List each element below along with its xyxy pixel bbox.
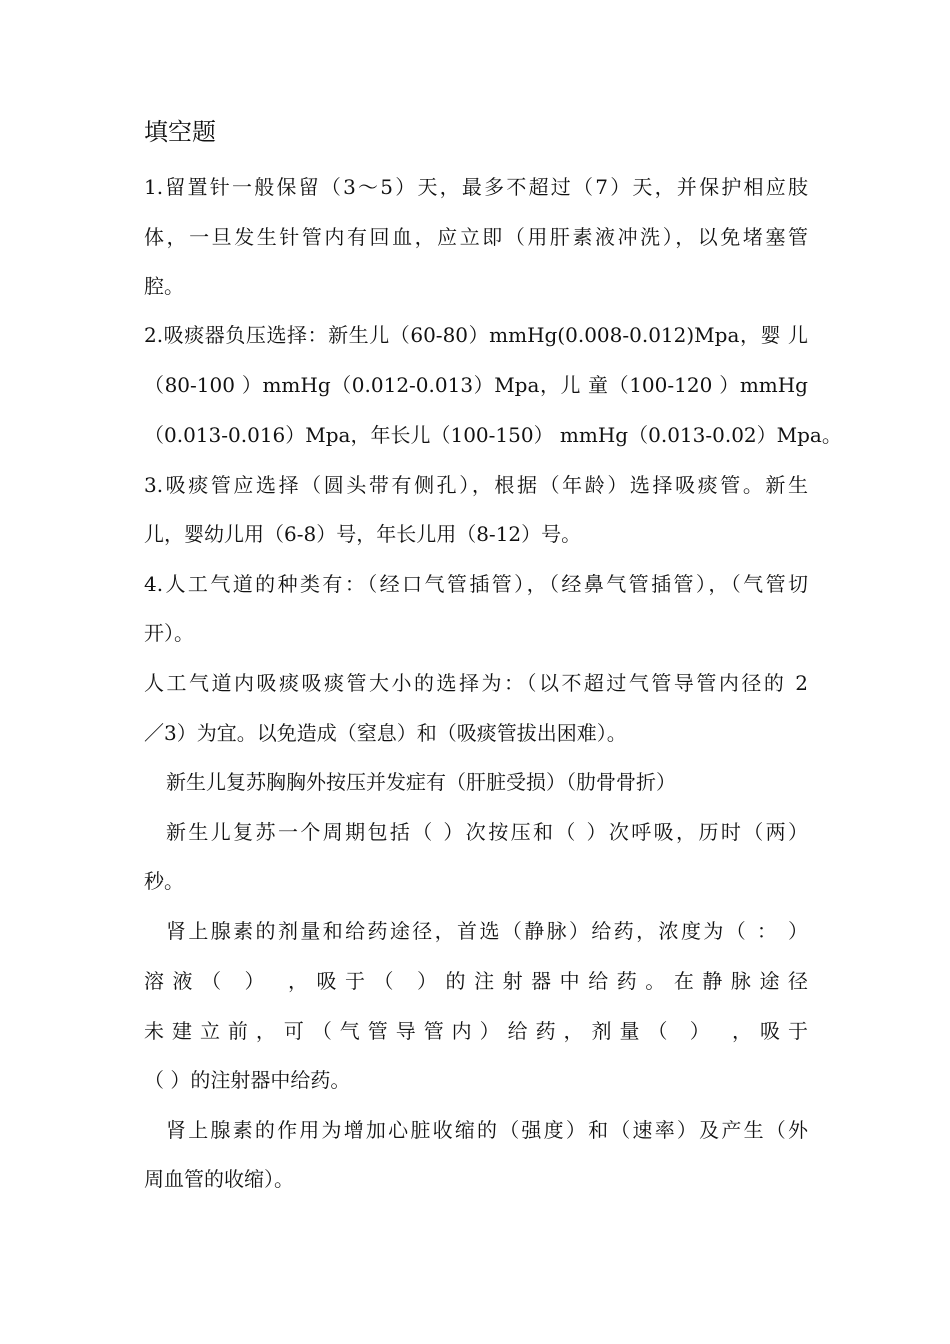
text-line-7: 3.吸痰管应选择（圆头带有侧孔），根据（年龄）选择吸痰管。新生 — [144, 473, 808, 497]
text-line-21: 周血管的收缩）。 — [144, 1167, 294, 1191]
text-line-19: （ ）的注射器中给药。 — [144, 1068, 351, 1092]
text-line-2: 体，一旦发生针管内有回血，应立即（用肝素液冲洗），以免堵塞管 — [144, 225, 808, 249]
text-line-1: 1.留置针一般保留（3～5）天，最多不超过（7）天，并保护相应肢 — [144, 175, 808, 199]
text-line-11: 人工气道内吸痰吸痰管大小的选择为：（以不超过气管导管内径的 2 — [144, 671, 808, 695]
text-line-5: （80-100 ）mmHg（0.012-0.013）Mpa，儿 童（100-120 ）mmHg — [144, 373, 808, 397]
text-line-17: 溶液（ ） ，吸于（ ）的注射器中给药。在静脉途径 — [144, 969, 808, 993]
text-line-12: ／3）为宜。以免造成（窒息）和（吸痰管拔出困难）。 — [144, 721, 627, 745]
text-line-16: 肾上腺素的剂量和给药途径，首选（静脉）给药，浓度为（ ： ） — [166, 919, 808, 943]
text-line-13: 新生儿复苏胸胸外按压并发症有（肝脏受损）（肋骨骨折） — [166, 770, 676, 794]
page-title: 填空题 — [144, 118, 216, 146]
text-line-18: 未建立前，可（气管导管内）给药，剂量（ ） ，吸于 — [144, 1019, 808, 1043]
text-line-20: 肾上腺素的作用为增加心脏收缩的（强度）和（速率）及产生（外 — [166, 1118, 808, 1142]
text-line-10: 开）。 — [144, 621, 194, 645]
text-line-15: 秒。 — [144, 869, 184, 893]
text-line-9: 4.人工气道的种类有：（经口气管插管），（经鼻气管插管），（气管切 — [144, 572, 808, 596]
text-line-3: 腔。 — [144, 274, 184, 298]
text-line-8: 儿，婴幼儿用（6-8）号，年长儿用（8-12）号。 — [144, 522, 582, 546]
text-line-6: （0.013-0.016）Mpa，年长儿（100-150） mmHg（0.013-0.02）Mpa。 — [144, 423, 842, 447]
text-line-4: 2.吸痰器负压选择：新生儿（60-80）mmHg(0.008-0.012)Mpa，婴 儿 — [144, 323, 808, 347]
text-line-14: 新生儿复苏一个周期包括（ ）次按压和（ ）次呼吸，历时（两） — [166, 820, 808, 844]
